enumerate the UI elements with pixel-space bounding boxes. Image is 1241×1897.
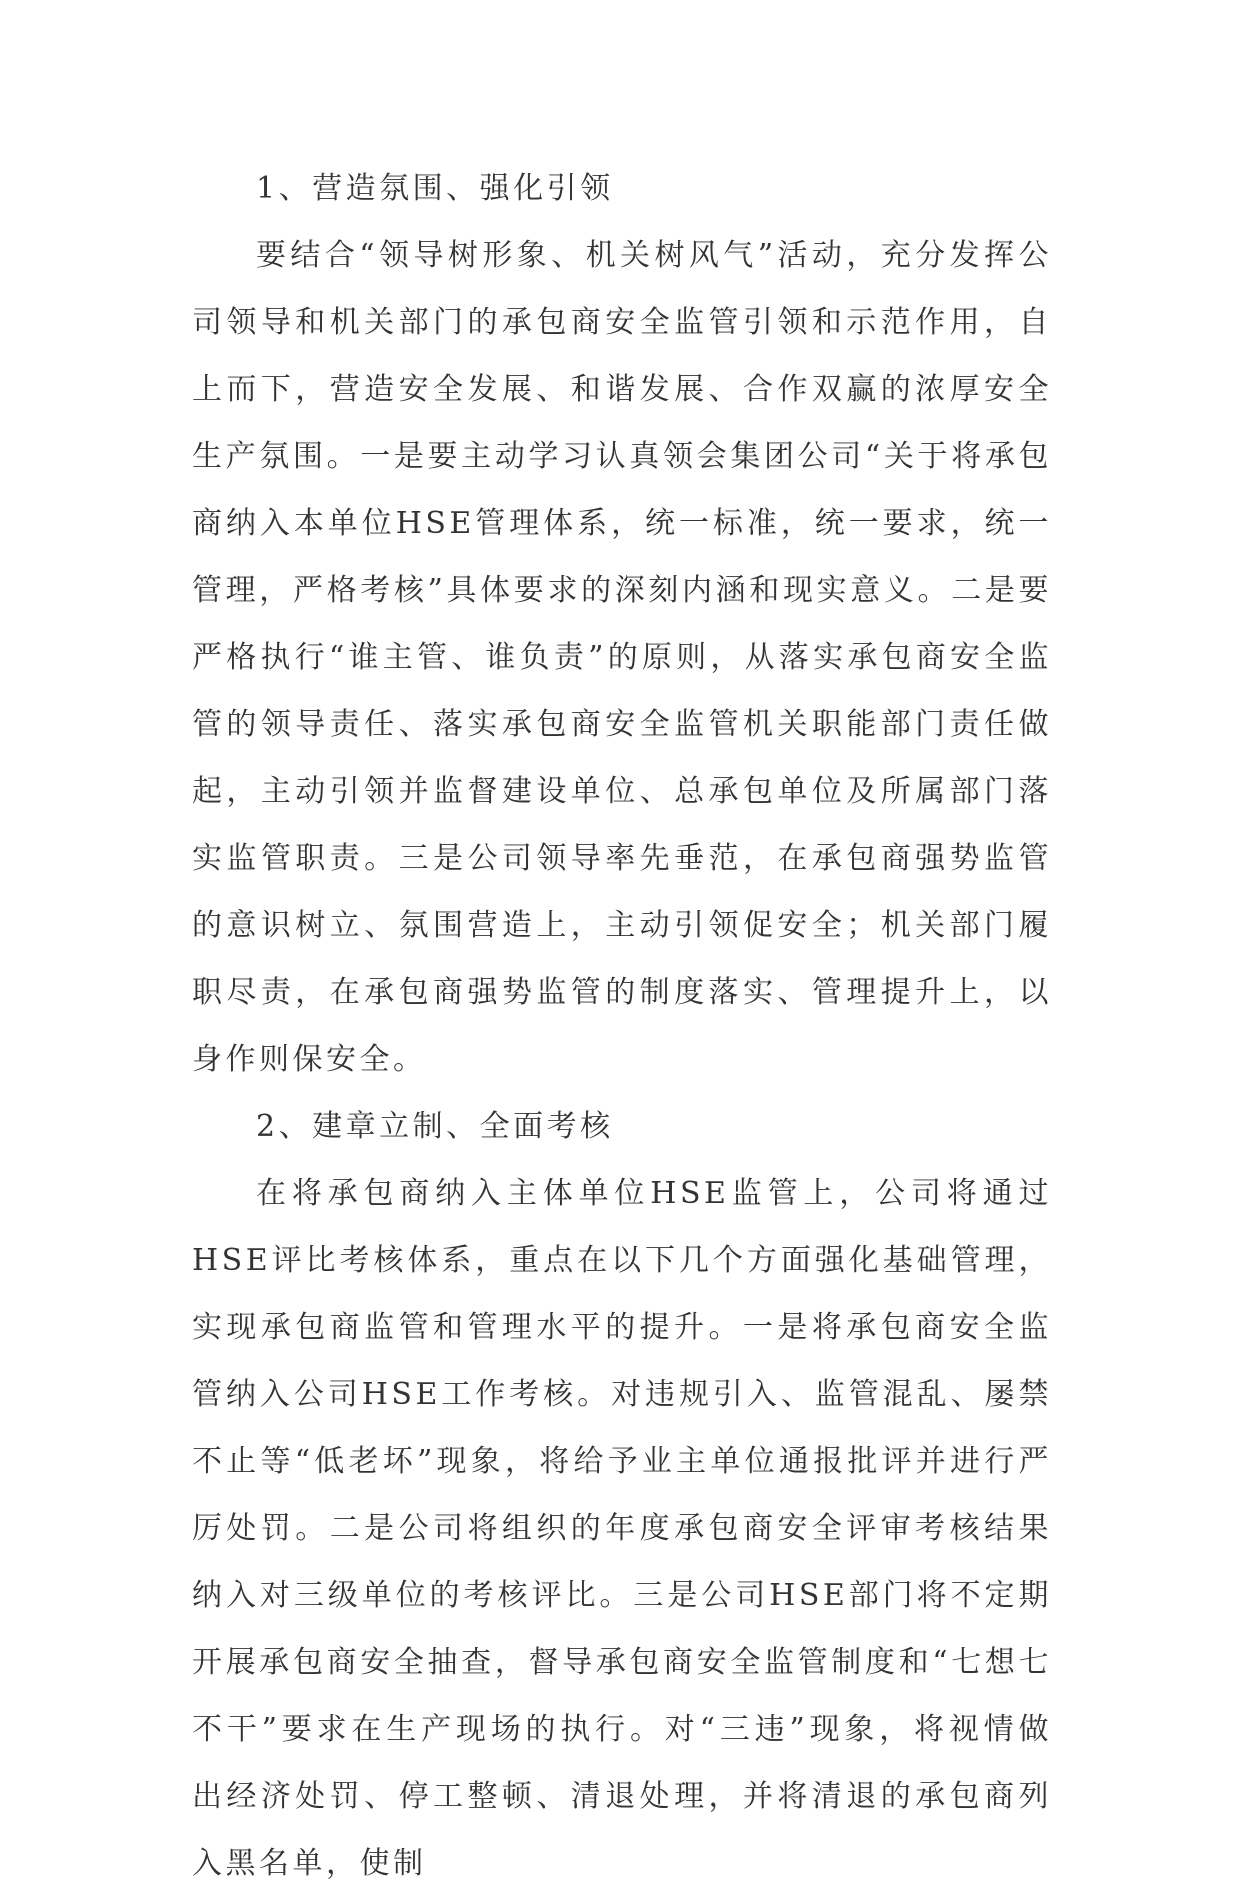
section-paragraph-2: 在将承包商纳入主体单位HSE监管上，公司将通过HSE评比考核体系，重点在以下几个方面强化基础管理，实现承包商监管和管理水平的提升。一是将承包商安全监管纳入公司HSE工作考核。对违规引入、监管混乱、屡禁不止等“低老坏”现象，将给予业主单位通报批评并进行严厉处罚。二是公司将组织的年度承包商安全评审考核结果纳入对三级单位的考核评比。三是公司HSE部门将不定期开展承包商安全抽查，督导承包商安全监管制度和“七想七不干”要求在生产现场的执行。对“三违”现象，将视情做出经济处罚、停工整顿、清退处理，并将清退的承包商列入黑名单，使制 [192, 1176, 1052, 1881]
section-heading-1: 1、营造氛围、强化引领 [256, 171, 614, 206]
document-body [192, 155, 1052, 1897]
section-heading-2: 2、建章立制、全面考核 [256, 1109, 614, 1144]
section-paragraph-1: 要结合“领导树形象、机关树风气”活动，充分发挥公司领导和机关部门的承包商安全监管引领和示范作用，自上而下，营造安全发展、和谐发展、合作双赢的浓厚安全生产氛围。一是要主动学习认真领会集团公司“关于将承包商纳入本单位HSE管理体系，统一标准，统一要求，统一管理，严格考核”具体要求的深刻内涵和现实意义。二是要严格执行“谁主管、谁负责”的原则，从落实承包商安全监管的领导责任、落实承包商安全监管机关职能部门责任做起，主动引领并监督建设单位、总承包单位及所属部门落实监管职责。三是公司领导率先垂范，在承包商强势监管的意识树立、氛围营造上，主动引领促安全；机关部门履职尽责，在承包商强势监管的制度落实、管理提升上，以身作则保安全。 [192, 238, 1052, 1077]
